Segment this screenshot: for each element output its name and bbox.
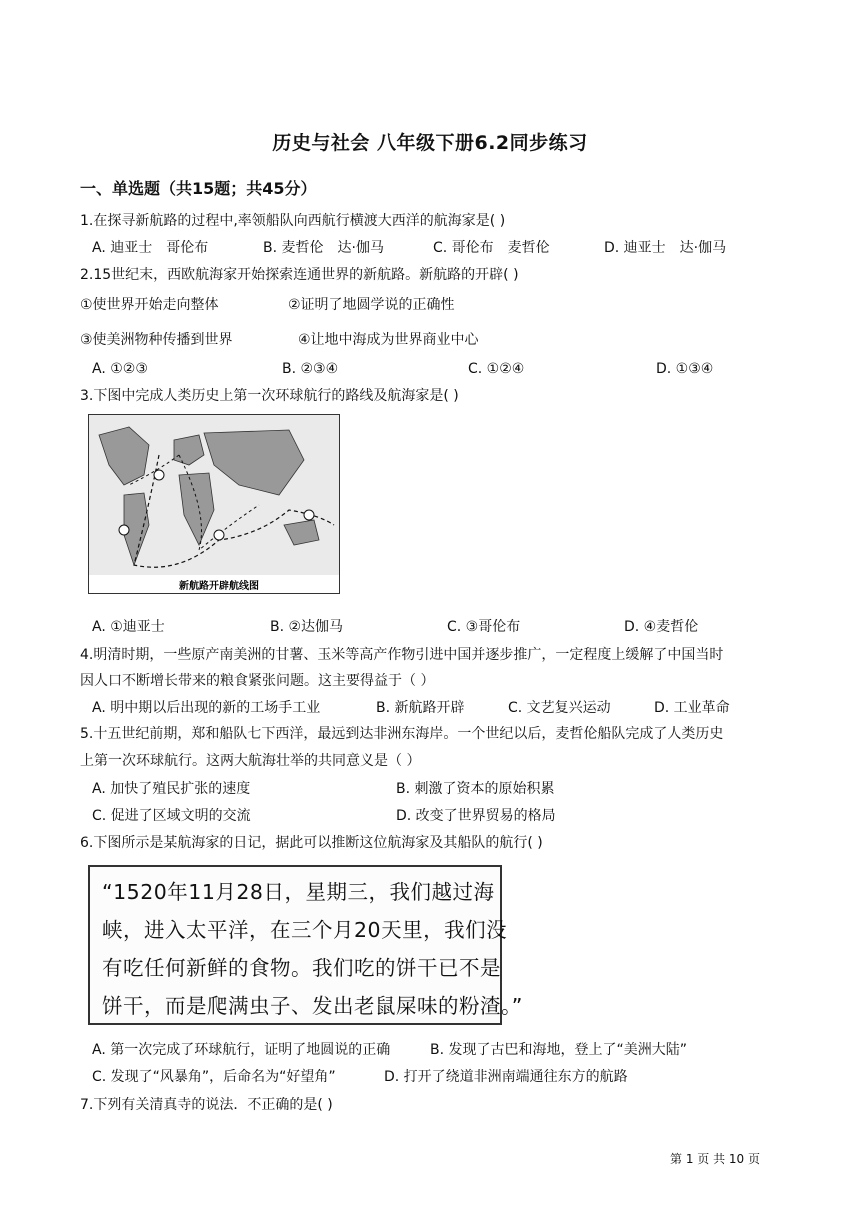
question-5-stem-line-1: 5.十五世纪前期，郑和船队七下西洋，最远到达非洲东海岸。一个世纪以后，麦哲伦船队完成了人类历史 <box>80 726 724 742</box>
world-map-graphic <box>89 415 339 593</box>
q1-option-a[interactable]: A. 迪亚士 哥伦布 <box>92 240 209 256</box>
q5-option-c[interactable]: C. 促进了区域文明的交流 <box>92 808 251 824</box>
question-6-stem: 6.下图所示是某航海家的日记，据此可以推断这位航海家及其船队的航行( ) <box>80 835 543 851</box>
q2-statement-4: ④让地中海成为世界商业中心 <box>298 332 479 348</box>
question-2-stem: 2.15世纪末，西欧航海家开始探索连通世界的新航路。新航路的开辟( ) <box>80 267 519 283</box>
q1-option-b[interactable]: B. 麦哲伦 达·伽马 <box>263 240 384 256</box>
q4-option-b[interactable]: B. 新航路开辟 <box>376 700 465 716</box>
section-heading: 一、单选题（共15题；共45分） <box>80 179 317 198</box>
question-1-stem: 1.在探寻新航路的过程中,率领船队向西航行横渡大西洋的航海家是( ) <box>80 213 506 229</box>
q3-option-c[interactable]: C. ③哥伦布 <box>447 619 521 635</box>
diary-line-3: 有吃任何新鲜的食物。我们吃的饼干已不是 <box>102 956 501 980</box>
q2-option-c[interactable]: C. ①②④ <box>468 361 525 377</box>
q2-statement-3: ③使美洲物种传播到世界 <box>80 332 233 348</box>
q2-statement-2: ②证明了地圆学说的正确性 <box>288 297 455 313</box>
q3-option-b[interactable]: B. ②达伽马 <box>270 619 344 635</box>
diary-line-4: 饼干，而是爬满虫子、发出老鼠屎味的粉渣。” <box>102 994 523 1018</box>
q6-option-a[interactable]: A. 第一次完成了环球航行，证明了地圆说的正确 <box>92 1042 391 1058</box>
question-4-stem-line-1: 4.明清时期，一些原产南美洲的甘薯、玉米等高产作物引进中国并逐步推广，一定程度上缓解了中国当时 <box>80 647 724 663</box>
q4-option-d[interactable]: D. 工业革命 <box>654 700 730 716</box>
q2-option-d[interactable]: D. ①③④ <box>656 361 714 377</box>
q2-option-a[interactable]: A. ①②③ <box>92 361 148 377</box>
q6-option-b[interactable]: B. 发现了古巴和海地，登上了“美洲大陆” <box>430 1042 688 1058</box>
q1-option-d[interactable]: D. 迪亚士 达·伽马 <box>604 240 727 256</box>
diary-line-1: “1520年11月28日，星期三，我们越过海 <box>102 880 495 904</box>
page-title: 历史与社会 八年级下册6.2同步练习 <box>272 132 588 154</box>
question-4-stem-line-2: 因人口不断增长带来的粮食紧张问题。这主要得益于（ ） <box>80 673 435 689</box>
q6-option-d[interactable]: D. 打开了绕道非洲南端通往东方的航路 <box>384 1069 628 1085</box>
q4-option-a[interactable]: A. 明中期以后出现的新的工场手工业 <box>92 700 321 716</box>
map-caption: 新航路开辟航线图 <box>179 581 259 592</box>
q1-option-c[interactable]: C. 哥伦布 麦哲伦 <box>433 240 550 256</box>
question-5-stem-line-2: 上第一次环球航行。这两大航海壮举的共同意义是（ ） <box>80 753 421 769</box>
question-3-stem: 3.下图中完成人类历史上第一次环球航行的路线及航海家是( ) <box>80 388 459 404</box>
q2-statement-1: ①使世界开始走向整体 <box>80 297 219 313</box>
q5-option-a[interactable]: A. 加快了殖民扩张的速度 <box>92 781 251 797</box>
q3-option-a[interactable]: A. ①迪亚士 <box>92 619 165 635</box>
q5-option-d[interactable]: D. 改变了世界贸易的格局 <box>396 808 556 824</box>
q6-option-c[interactable]: C. 发现了“风暴角”，后命名为“好望角” <box>92 1069 336 1085</box>
q5-option-b[interactable]: B. 刺激了资本的原始积累 <box>396 781 555 797</box>
q4-option-c[interactable]: C. 文艺复兴运动 <box>508 700 611 716</box>
q3-option-d[interactable]: D. ④麦哲伦 <box>624 619 699 635</box>
route-map-figure <box>88 414 340 594</box>
diary-line-2: 峡，进入太平洋，在三个月20天里，我们没 <box>102 918 508 942</box>
page-footer: 第 1 页 共 10 页 <box>670 1152 760 1166</box>
q2-option-b[interactable]: B. ②③④ <box>282 361 339 377</box>
diary-excerpt-figure <box>88 865 523 1025</box>
question-7-stem: 7.下列有关清真寺的说法．不正确的是( ) <box>80 1097 333 1113</box>
